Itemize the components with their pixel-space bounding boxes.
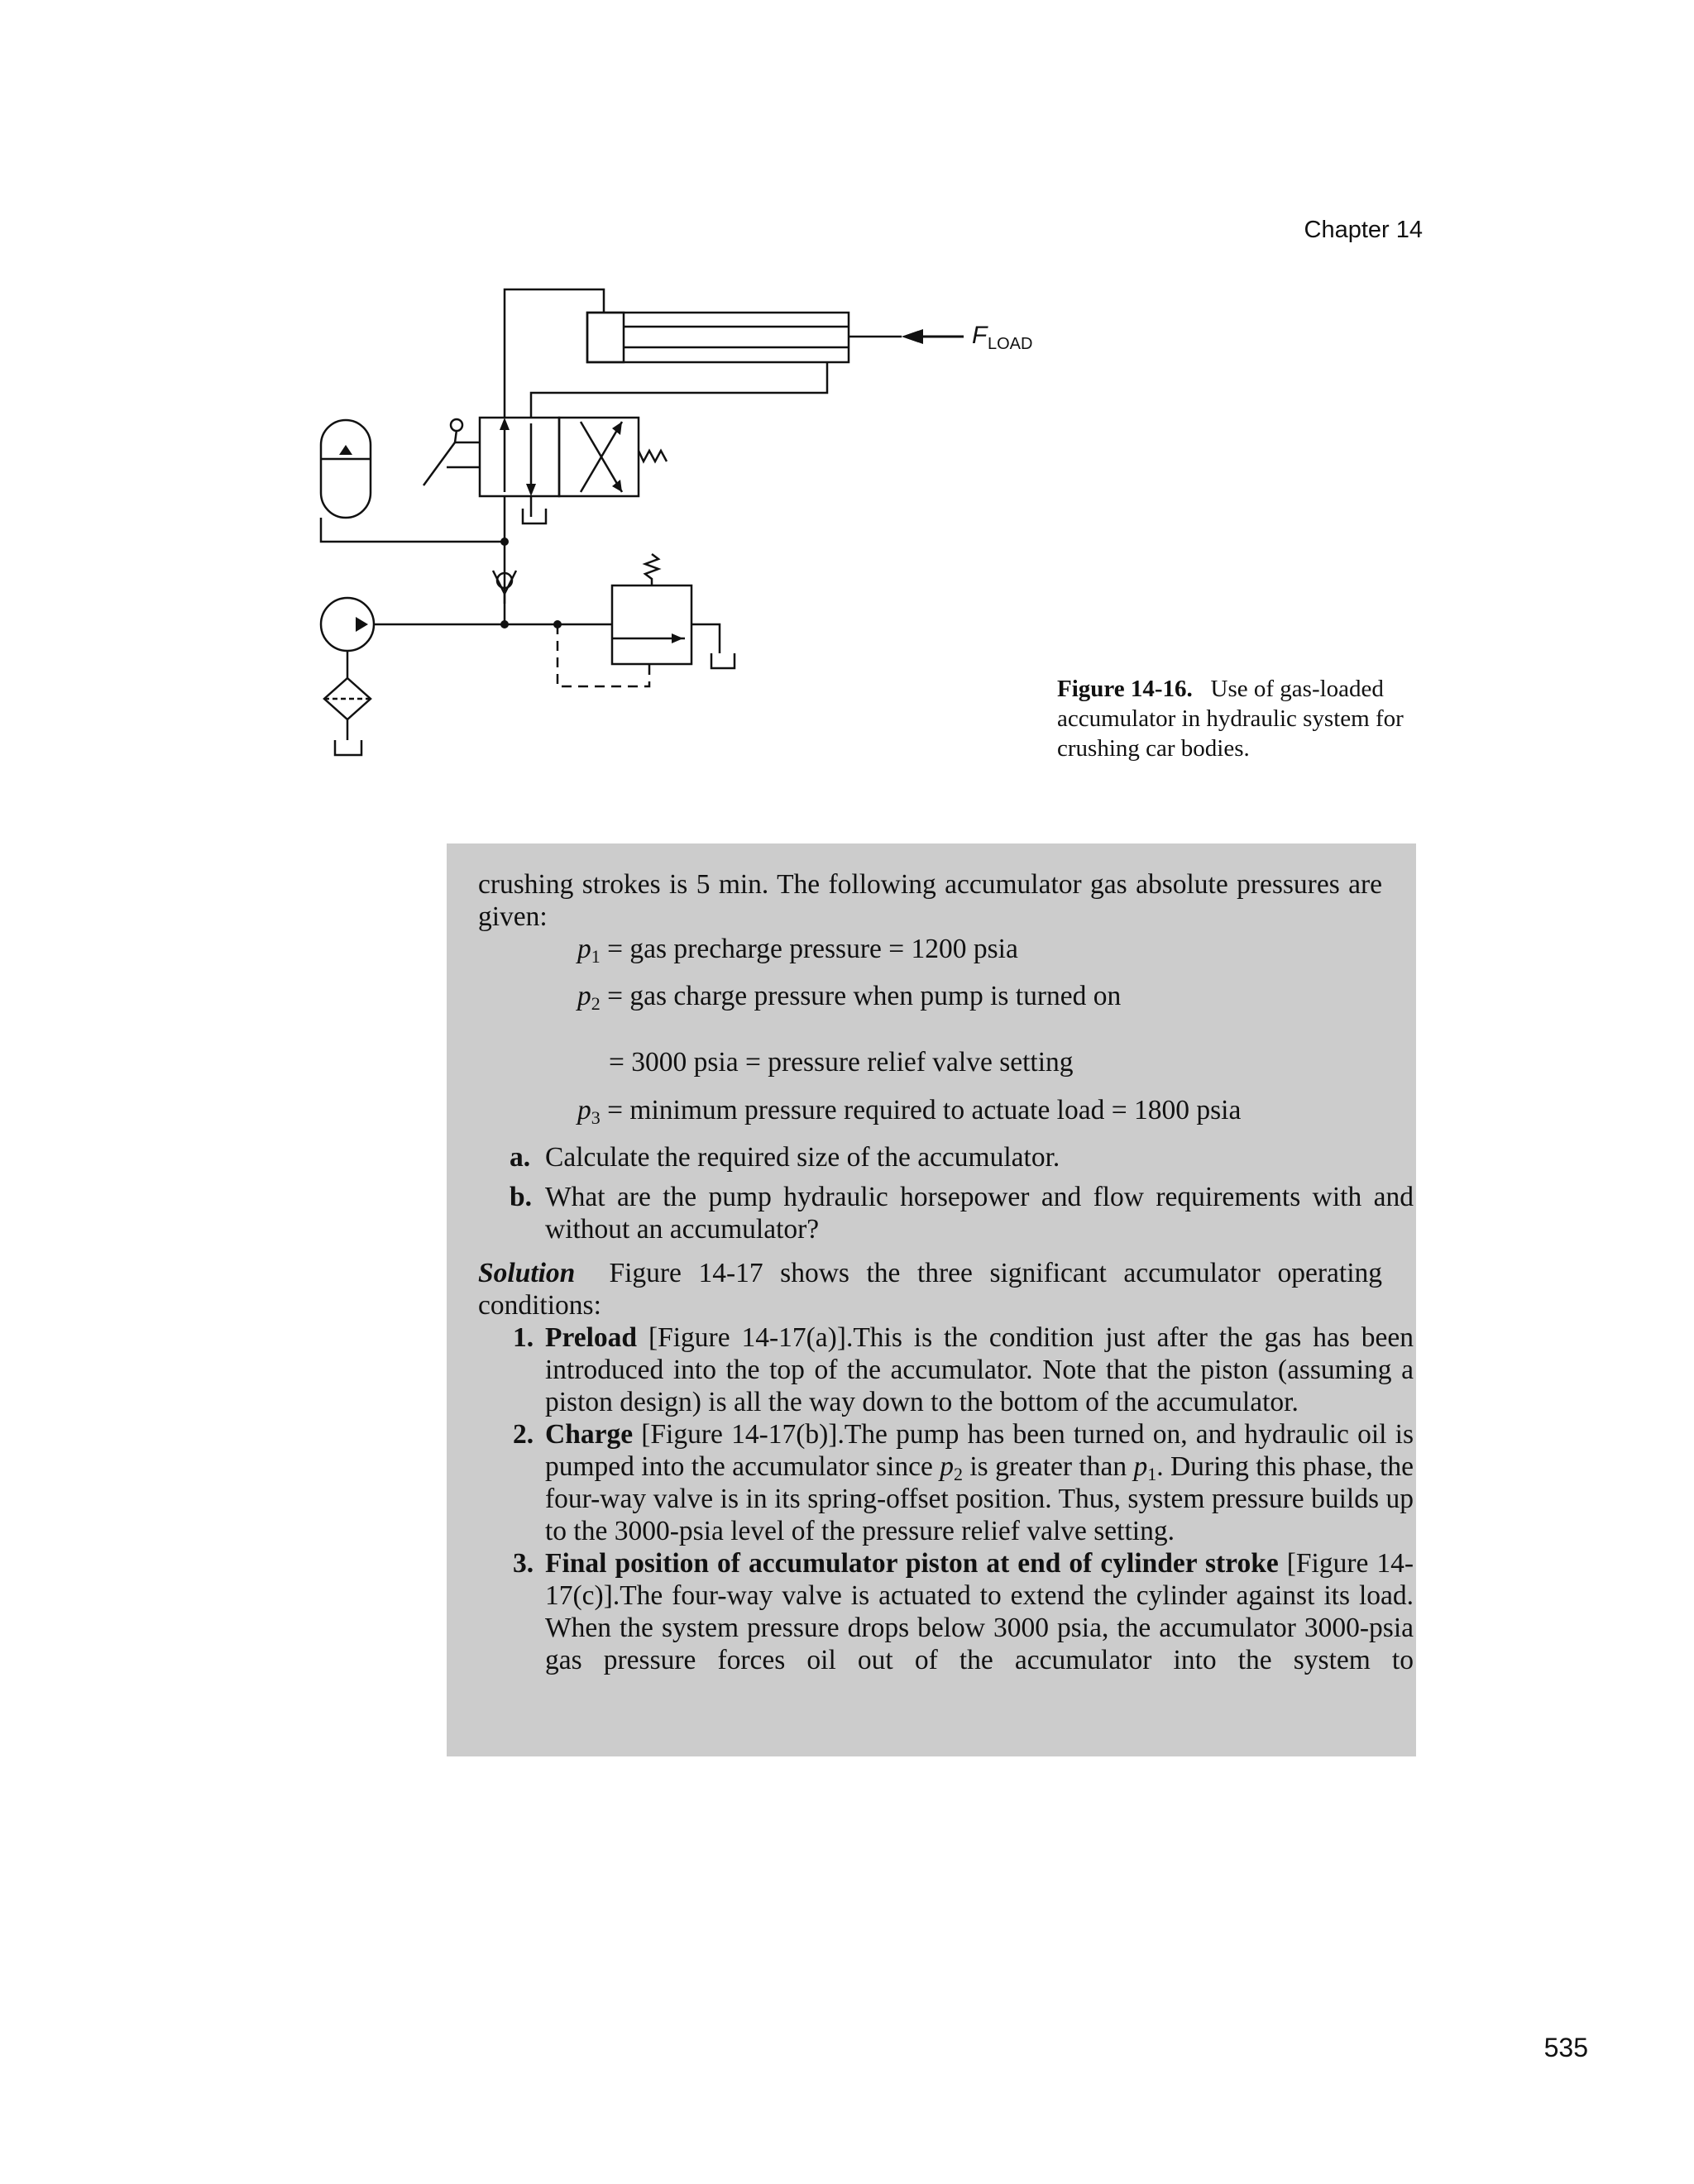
step-3-text: Final position of accumulator piston at end of cylinder stroke [Figure 14-17(c)].The four-way valve is actuated to extend the cylinder against its load. When the system pressure drops below 3000 psia, the accumulator 3000-psia gas pressure forces oil out of the accumulator into the system to — [545, 1548, 1414, 1675]
step-3-marker: 3. — [513, 1548, 534, 1579]
figure-caption-text: Use of gas-loaded accumulator in hydraulic system for crushing car bodies. — [1057, 676, 1404, 762]
step-2-marker: 2. — [513, 1419, 534, 1450]
example-box — [447, 843, 1416, 1756]
step-1-marker: 1. — [513, 1322, 534, 1353]
example-intro: crushing strokes is 5 min. The following accumulator gas absolute pressures are given: — [478, 869, 1382, 932]
question-b-text: What are the pump hydraulic horsepower and flow requirements with and without an accumulator? — [545, 1182, 1414, 1245]
load-label: F — [972, 322, 988, 349]
page-number: 535 — [1543, 2033, 1588, 2062]
equation-p2: $p_2$ = gas charge pressure when pump is turned on — [577, 981, 1122, 1014]
relief-spring-icon — [645, 554, 658, 585]
lever-knob — [451, 419, 462, 431]
solution-label: Solution — [478, 1258, 576, 1288]
question-a-text: Calculate the required size of the accumulator. — [545, 1142, 1060, 1173]
equation-p2-value: = 3000 psia = pressure relief valve setting — [609, 1047, 1074, 1078]
pump-tank-icon — [335, 740, 361, 755]
chapter-header: Chapter 14 — [1304, 217, 1423, 243]
figure-number: Figure 14-16. — [1057, 676, 1193, 702]
load-label-subscript: LOAD — [988, 335, 1033, 353]
four-way-valve-left — [480, 418, 559, 496]
rod-end-line — [531, 362, 827, 418]
hydraulic-circuit-diagram — [0, 0, 1075, 794]
equation-p1: $p_1$ = gas precharge pressure = 1200 psia — [577, 934, 1018, 967]
figure-caption — [1057, 674, 1438, 763]
four-way-valve-right — [559, 418, 639, 496]
question-b-marker: b. — [510, 1182, 533, 1212]
filter-icon — [324, 678, 371, 719]
blank-end-line — [505, 289, 604, 418]
cylinder-barrel — [587, 313, 849, 362]
cylinder-piston — [587, 313, 624, 362]
relief-valve-icon — [612, 585, 691, 664]
spring-icon — [639, 451, 667, 461]
equation-p3: $p_3$ = minimum pressure required to actuate load = 1800 psia — [577, 1095, 1242, 1128]
question-a-marker: a. — [510, 1142, 531, 1173]
step-2-text: Charge [Figure 14-17(b)].The pump has been turned on, and hydraulic oil is pumped into the accumulator since $p_2$ is greater than $p_1$. During this phase, the four-way valve is in its spring-offset position. Thus, system pressure builds up to the 3000-psia level of the pressure relief valve setting. — [545, 1419, 1414, 1546]
step-1-text: Preload [Figure 14-17(a)].This is the condition just after the gas has been introduced into the top of the accumulator. Note that the piston (assuming a piston design) is all the way down to the bottom of the accumulator. — [545, 1322, 1414, 1417]
accumulator-gas-marker — [339, 445, 352, 455]
accumulator-icon — [321, 420, 371, 518]
valve-tank-icon — [523, 509, 546, 523]
solution-intro: Solution Figure 14-17 shows the three significant accumulator operating conditions: — [478, 1258, 1383, 1321]
relief-tank-icon — [711, 653, 735, 668]
